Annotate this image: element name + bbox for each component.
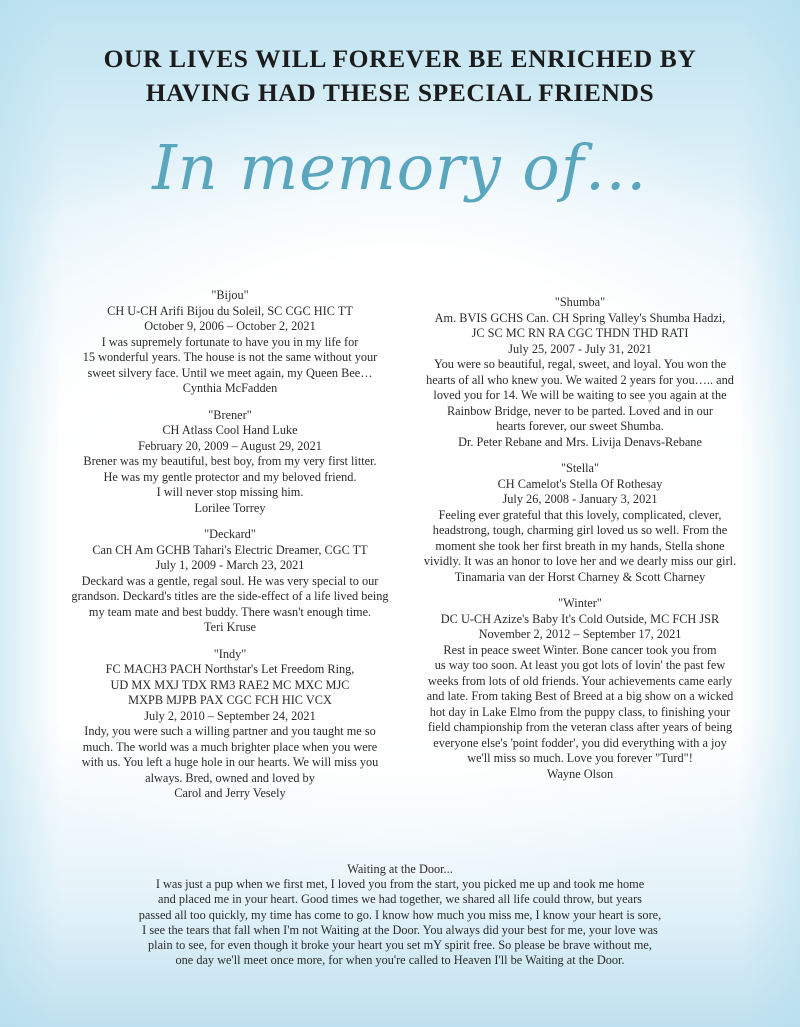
memorial-text-line: Am. BVIS GCHS Can. CH Spring Valley's Shumba Hadzi, xyxy=(434,310,726,325)
memorial-text-line: I will never stop missing him. xyxy=(156,485,304,499)
memorial-text-line: headstrong, tough, charming girl loved us so well. From the xyxy=(432,523,728,537)
memorial-text-line: Dr. Peter Rebane and Mrs. Livija Denavs-Rebane xyxy=(458,434,702,449)
memorial-text-line: with us. You left a huge hole in our hearts. We will miss you xyxy=(81,755,379,769)
left-memorial-column xyxy=(60,288,400,813)
pet-name: "Shumba" xyxy=(554,295,606,309)
memorial-text-line: February 20, 2009 – August 29, 2021 xyxy=(138,438,322,453)
memorial-text-line: He was my gentle protector and my beloved friend. xyxy=(103,469,357,484)
memorial-text-line: moment she took her first breath in my hands, Stella shone xyxy=(435,538,725,553)
memorial-text-line: UD MX MXJ TDX RM3 RAE2 MC MXC MJC xyxy=(110,677,350,692)
pet-name: "Indy" xyxy=(213,646,247,661)
memorial-text-line: us way too soon. At least you got lots of lovin' the past few xyxy=(434,658,726,672)
memorial-text-line: JC SC MC RN RA CGC THDN THD RATI xyxy=(471,326,689,340)
poem-line: plain to see, for even though it broke your heart you set mY spirit free. So please be brave without me, xyxy=(148,938,652,953)
poem-line: passed all too quickly, my time has come to go. I know how much you miss me, I know your heart is sore, xyxy=(138,907,662,922)
memorial-text-line: Indy, you were such a willing partner and you taught me so xyxy=(84,724,376,738)
pet-name: "Deckard" xyxy=(204,527,256,541)
memorial-text-line: much. The world was a much brighter place when you were xyxy=(82,739,378,754)
memorial-entry xyxy=(410,461,750,585)
memorial-text-line: everyone else's 'point fodder', you did everything with a joy xyxy=(433,735,727,750)
pet-name: "Winter" xyxy=(558,596,602,610)
memorial-text-line: CH Atlass Cool Hand Luke xyxy=(162,423,298,437)
memorial-text-line: Cynthia McFadden xyxy=(182,381,278,395)
poem-line: one day we'll meet once more, for when you're called to Heaven I'll be Waiting at the Door. xyxy=(175,953,625,968)
memorial-text-line: Tinamaria van der Horst Charney & Scott Charney xyxy=(454,569,706,584)
memorial-text-line: November 2, 2012 – September 17, 2021 xyxy=(478,627,682,641)
memorial-text-line: we'll miss so much. Love you forever "Turd"! xyxy=(467,751,693,765)
poem-title: Waiting at the Door... xyxy=(347,862,453,876)
memorial-text-line: Brener was my beautiful, best boy, from my very first litter. xyxy=(83,454,377,468)
memorial-text-line: vividly. It was an honor to love her and we dearly miss our girl. xyxy=(423,554,737,568)
memorial-text-line: October 9, 2006 – October 2, 2021 xyxy=(144,319,316,333)
pet-name: "Bijou" xyxy=(211,288,249,302)
memorial-text-line: Teri Kruse xyxy=(203,620,257,634)
memorial-text-line: MXPB MJPB PAX CGC FCH HIC VCX xyxy=(128,693,332,707)
memorial-entry xyxy=(410,596,750,782)
page-heading xyxy=(0,42,800,110)
heading-line-2: HAVING HAD THESE SPECIAL FRIENDS xyxy=(145,78,655,107)
memorial-text-line: and late. From taking Best of Breed at a big show on a wicked xyxy=(426,689,734,703)
memorial-text-line: July 2, 2010 – September 24, 2021 xyxy=(144,708,316,723)
poem-line: I was just a pup when we first met, I loved you from the start, you picked me up and took me home xyxy=(155,877,645,892)
memorial-text-line: hearts forever, our sweet Shumba. xyxy=(496,419,664,433)
poem-line: and placed me in your heart. Good times we had together, we shared all life could throw, but years xyxy=(158,892,642,907)
memorial-text-line: July 1, 2009 - March 23, 2021 xyxy=(155,558,305,572)
memorial-text-line: Carol and Jerry Vesely xyxy=(174,786,286,800)
pet-name: "Brener" xyxy=(208,407,252,422)
memorial-text-line: weeks from lots of old friends. Your achievements came early xyxy=(427,673,733,688)
memorial-entry xyxy=(60,527,400,636)
memorial-text-line: DC U-CH Azize's Baby It's Cold Outside, MC FCH JSR xyxy=(440,611,720,626)
pet-name: "Stella" xyxy=(560,461,600,475)
memorial-text-line: 15 wonderful years. The house is not the same without your xyxy=(82,350,378,364)
in-memory-title: In memory of… xyxy=(152,131,648,204)
memorial-text-line: sweet silvery face. Until we meet again, my Queen Bee… xyxy=(87,365,373,380)
memorial-text-line: my team mate and best buddy. There wasn't enough time. xyxy=(88,604,372,619)
heading-line-1: OUR LIVES WILL FOREVER BE ENRICHED BY xyxy=(103,44,697,73)
poem-waiting-at-the-door xyxy=(40,862,760,968)
memorial-text-line: You were so beautiful, regal, sweet, and loyal. You won the xyxy=(433,357,727,371)
memorial-text-line: Rainbow Bridge, never to be parted. Loved and in our xyxy=(446,403,714,418)
memorial-text-line: grandson. Deckard's titles are the side-effect of a life lived being xyxy=(71,589,389,603)
memorial-entry xyxy=(410,295,750,450)
memorial-text-line: July 25, 2007 - July 31, 2021 xyxy=(508,341,652,356)
memorial-text-line: FC MACH3 PACH Northstar's Let Freedom Ring, xyxy=(105,662,355,676)
memorial-text-line: hearts of all who knew you. We waited 2 years for you….. and xyxy=(426,372,734,387)
memorial-text-line: Lorilee Torrey xyxy=(194,500,266,515)
memorial-text-line: CH U-CH Arifi Bijou du Soleil, SC CGC HIC TT xyxy=(107,303,353,318)
memorial-text-line: loved you for 14. We will be waiting to see you again at the xyxy=(433,388,727,402)
memorial-text-line: July 26, 2008 - January 3, 2021 xyxy=(502,492,658,506)
memorial-entry xyxy=(60,288,400,397)
memorial-text-line: field championship from the veteran class after years of being xyxy=(427,720,733,734)
memorial-entry xyxy=(60,408,400,517)
memorial-entry xyxy=(60,647,400,802)
memorial-text-line: Deckard was a gentle, regal soul. He was very special to our xyxy=(81,573,379,588)
memorial-text-line: Can CH Am GCHB Tahari's Electric Dreamer, CGC TT xyxy=(92,542,368,557)
right-memorial-column xyxy=(410,295,750,793)
memorial-text-line: CH Camelot's Stella Of Rothesay xyxy=(497,476,663,491)
memorial-text-line: Feeling ever grateful that this lovely, complicated, clever, xyxy=(438,507,722,522)
memorial-text-line: hot day in Lake Elmo from the puppy class, to finishing your xyxy=(429,704,731,719)
memorial-text-line: Rest in peace sweet Winter. Bone cancer took you from xyxy=(443,642,717,657)
poem-line: I see the tears that fall when I'm not Waiting at the Door. You always did your best for me, your love was xyxy=(142,922,658,937)
memorial-text-line: always. Bred, owned and loved by xyxy=(145,770,315,785)
poem-body xyxy=(40,877,760,968)
memorial-text-line: I was supremely fortunate to have you in my life for xyxy=(101,334,359,349)
memorial-text-line: Wayne Olson xyxy=(546,766,614,781)
